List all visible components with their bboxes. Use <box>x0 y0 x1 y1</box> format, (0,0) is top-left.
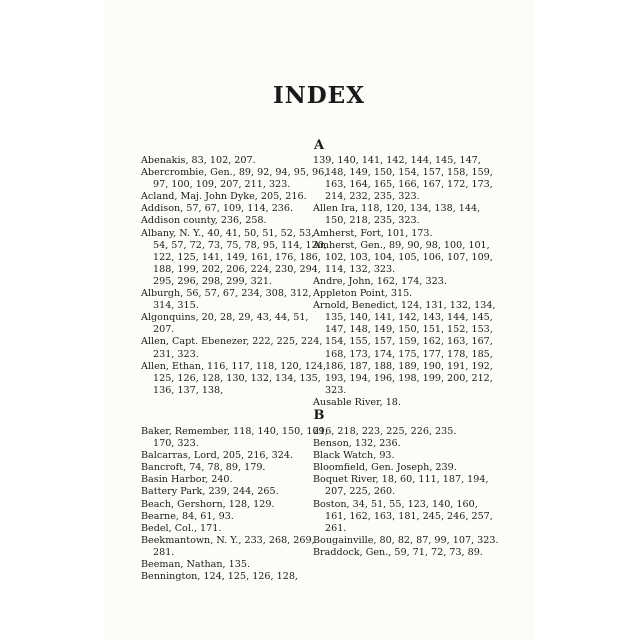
index-entry: Amherst, Gen., 89, 90, 98, 100, 101, 102, 103, 104, 105, 106, 107, 109, 114, 132, 323. <box>313 239 493 275</box>
page-title: INDEX <box>272 82 366 109</box>
index-entry: 216, 218, 223, 225, 226, 235. <box>313 426 457 437</box>
index-entry: Basin Harbor, 240. <box>141 474 233 486</box>
index-entry: Beekmantown, N. Y., 233, 268, 269, 281. <box>141 534 315 558</box>
index-entry: Amherst, Fort, 101, 173. <box>313 227 433 239</box>
index-entry: Bedel, Col., 171. <box>141 522 222 534</box>
index-entry: Baker, Remember, 118, 140, 150, 169, 170, 323. <box>141 426 328 450</box>
index-entry: Black Watch, 93. <box>313 450 395 462</box>
index-entry: Albany, N. Y., 40, 41, 50, 51, 52, 53, 54, 57, 72, 73, 75, 78, 95, 114, 120, 122, 125, 141, 149, 161, 176, 186, 188, 199, 202, 206, 224, 230, 294, 295, 296, 298, 299, 321. <box>141 227 327 287</box>
index-entry: Balcarras, Lord, 205, 216, 324. <box>141 450 294 462</box>
index-entry: Bougainville, 80, 82, 87, 99, 107, 323. <box>313 534 499 546</box>
index-entry: Andre, John, 162, 174, 323. <box>313 275 447 287</box>
index-entry: Acland, Maj. John Dyke, 205, 216. <box>141 191 307 203</box>
index-entry: Braddock, Gen., 59, 71, 72, 73, 89. <box>313 546 483 558</box>
index-entry: Bancroft, 74, 78, 89, 179. <box>141 462 266 474</box>
index-entry: Appleton Point, 315. <box>313 288 413 300</box>
index-entry: Abenakis, 83, 102, 207. <box>141 155 256 166</box>
index-entry: Abercrombie, Gen., 89, 92, 94, 95, 96, 97, 100, 109, 207, 211, 323. <box>141 167 328 191</box>
section-b-left-column <box>141 426 329 583</box>
index-entry: Algonquins, 20, 28, 29, 43, 44, 51, 207. <box>141 312 309 336</box>
section-b-right-column <box>313 426 501 559</box>
section-letter-a: A <box>313 138 325 153</box>
index-entry: Ausable River, 18. <box>313 396 401 408</box>
index-entry: Beeman, Nathan, 135. <box>141 559 251 571</box>
index-entry: Bearne, 84, 61, 93. <box>141 510 234 522</box>
index-entry: Beach, Gershorn, 128, 129. <box>141 498 275 510</box>
index-entry: Boquet River, 18, 60, 111, 187, 194, 207, 225, 260. <box>313 474 489 498</box>
index-entry: 139, 140, 141, 142, 144, 145, 147, 148, 149, 150, 154, 157, 158, 159, 163, 164, 165, 166, 167, 172, 173, 214, 232, 235, 323. <box>313 155 493 203</box>
index-entry: Allen, Capt. Ebenezer, 222, 225, 224, 231, 323. <box>141 336 323 360</box>
section-a-left-column <box>141 155 329 397</box>
index-entry: Bloomfield, Gen. Joseph, 239. <box>313 462 457 474</box>
section-letter-b: B <box>313 408 325 423</box>
index-entry: Benson, 132, 236. <box>313 438 401 450</box>
index-entry: Allen Ira, 118, 120, 134, 138, 144, 150, 218, 235, 323. <box>313 203 481 227</box>
index-entry: Allen, Ethan, 116, 117, 118, 120, 124, 125, 126, 128, 130, 132, 134, 135, 136, 137, 138, <box>141 360 327 396</box>
index-entry: Boston, 34, 51, 55, 123, 140, 160, 161, 162, 163, 181, 245, 246, 257, 261. <box>313 498 493 534</box>
index-entry: Battery Park, 239, 244, 265. <box>141 486 279 498</box>
index-entry: Addison county, 236, 258. <box>141 215 267 227</box>
index-entry: Addison, 57, 67, 109, 114, 236. <box>141 203 294 215</box>
index-entry: Alburgh, 56, 57, 67, 234, 308, 312, 314, 315. <box>141 288 312 312</box>
index-entry: Bennington, 124, 125, 126, 128, <box>141 571 298 583</box>
index-entry: Arnold, Benedict, 124, 131, 132, 134, 135, 140, 141, 142, 143, 144, 145, 147, 148, 149, 150, 151, 152, 153, 154, 155, 157, 159, 162, 163, 167, 168, 173, 174, 175, 177, 178, 185, 186, 187, 188, 189, 190, 191, 192, 193, 194, 196, 198, 199, 200, 212, 323. <box>313 300 496 396</box>
section-a-right-column <box>313 155 501 409</box>
